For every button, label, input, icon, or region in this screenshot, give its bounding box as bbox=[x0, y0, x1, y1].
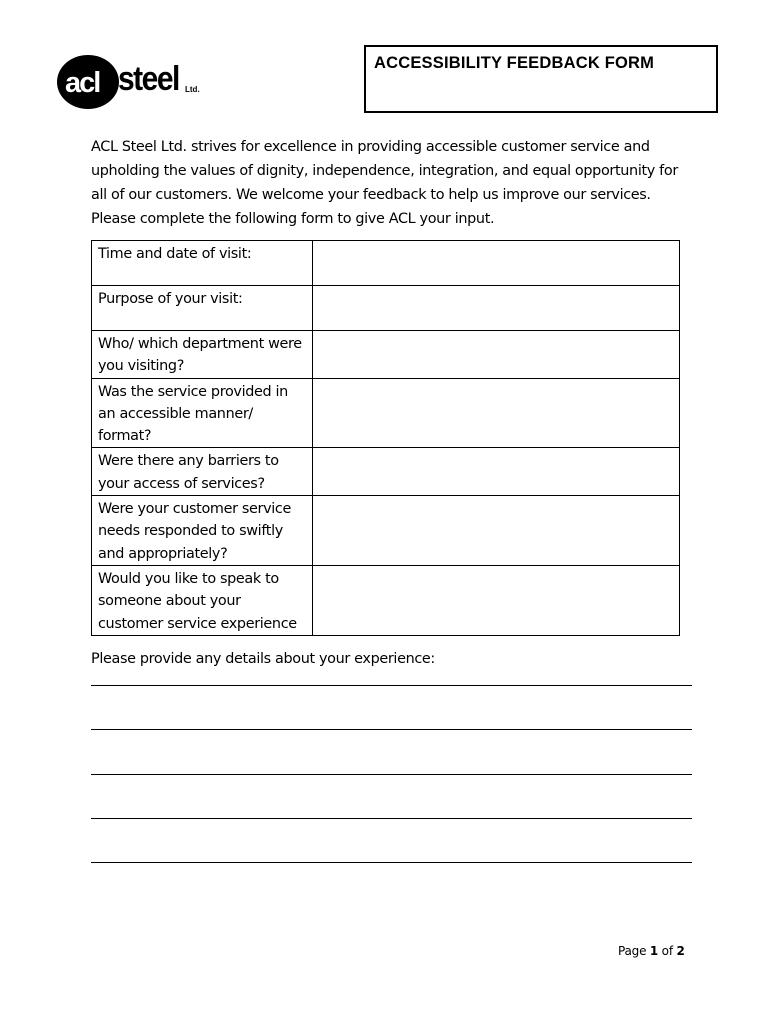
total-pages: 2 bbox=[676, 944, 685, 958]
answer-purpose[interactable] bbox=[312, 286, 679, 331]
question-barriers: Were there any barriers to your access of services? bbox=[92, 448, 313, 496]
answer-barriers[interactable] bbox=[312, 448, 679, 496]
intro-paragraph: ACL Steel Ltd. strives for excellence in providing accessible customer service and upholding the values of dignity, independence, integration, and equal opportunity for all of our customers. We welcome your feedback to help us improve our services. Please complete the following form to give ACL your input. bbox=[91, 139, 678, 227]
of-word: of bbox=[661, 944, 673, 958]
details-line[interactable] bbox=[91, 818, 692, 819]
answer-accessible-manner[interactable] bbox=[312, 378, 679, 448]
question-time-date: Time and date of visit: bbox=[92, 241, 313, 286]
answer-department[interactable] bbox=[312, 331, 679, 379]
question-needs-responded: Were your customer service needs responded to swiftly and appropriately? bbox=[92, 496, 313, 566]
question-accessible-manner: Was the service provided in an accessible manner/ format? bbox=[92, 378, 313, 448]
question-purpose: Purpose of your visit: bbox=[92, 286, 313, 331]
table-row bbox=[92, 286, 680, 331]
details-line[interactable] bbox=[91, 729, 692, 730]
svg-text:acl: acl bbox=[65, 67, 100, 99]
current-page: 1 bbox=[649, 944, 659, 958]
table-row bbox=[92, 241, 680, 286]
acl-steel-logo bbox=[56, 52, 202, 110]
table-row bbox=[92, 496, 680, 566]
feedback-table bbox=[91, 240, 680, 636]
answer-needs-responded[interactable] bbox=[312, 496, 679, 566]
details-line[interactable] bbox=[91, 774, 692, 775]
form-title: ACCESSIBILITY FEEDBACK FORM bbox=[364, 45, 718, 113]
question-speak-to-someone: Would you like to speak to someone about your customer service experience bbox=[92, 565, 313, 635]
details-label: Please provide any details about your experience: bbox=[91, 651, 435, 667]
table-row bbox=[92, 331, 680, 379]
details-line[interactable] bbox=[91, 862, 692, 863]
details-line[interactable] bbox=[91, 685, 692, 686]
question-department: Who/ which department were you visiting? bbox=[92, 331, 313, 379]
svg-text:steel: steel bbox=[118, 59, 179, 98]
page-number bbox=[618, 944, 685, 958]
table-row bbox=[92, 565, 680, 635]
table-row bbox=[92, 448, 680, 496]
svg-text:Ltd.: Ltd. bbox=[185, 85, 200, 94]
table-row bbox=[92, 378, 680, 448]
answer-speak-to-someone[interactable] bbox=[312, 565, 679, 635]
page-word: Page bbox=[618, 944, 647, 958]
answer-time-date[interactable] bbox=[312, 241, 679, 286]
